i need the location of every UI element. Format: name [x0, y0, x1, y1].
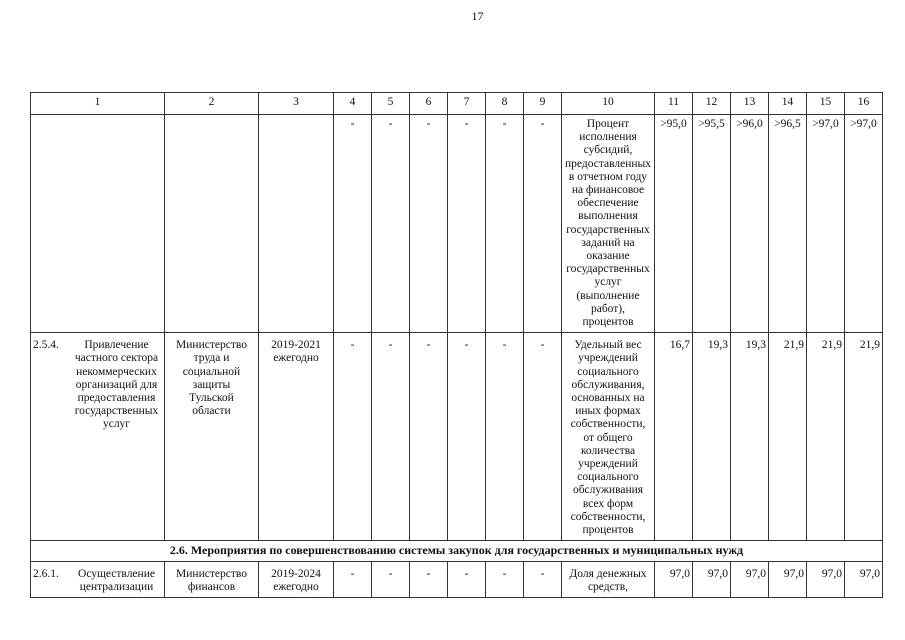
dash-cell: - — [448, 561, 486, 597]
indicator-cell: Удельный вес учреждений социального обслуживания, основанных на иных формах собственности, от общего количества учреждений социального обслуживания всех форм собственности, процентов — [562, 333, 655, 541]
header-cell: 9 — [524, 93, 562, 115]
table-row — [31, 115, 883, 333]
header-cell: 12 — [693, 93, 731, 115]
period-cell: 2019-2021 ежегодно — [259, 333, 334, 541]
table-row — [31, 333, 883, 541]
event-name-cell — [31, 561, 165, 597]
header-cell: 13 — [731, 93, 769, 115]
header-cell: 14 — [769, 93, 807, 115]
dash-cell: - — [410, 333, 448, 541]
event-name: Привлечение частного сектора некоммерческих организаций для предоставления государственных услуг — [74, 339, 159, 431]
header-cell: 8 — [486, 93, 524, 115]
executor-cell: Министерство труда и социальной защиты Тульской области — [165, 333, 259, 541]
dash-cell: - — [524, 561, 562, 597]
dash-cell: - — [372, 115, 410, 333]
header-row — [31, 93, 883, 115]
value-cell: 97,0 — [693, 561, 731, 597]
header-cell: 11 — [655, 93, 693, 115]
period-cell — [259, 115, 334, 333]
value-cell: >95,5 — [693, 115, 731, 333]
value-cell: 19,3 — [693, 333, 731, 541]
value-cell: 21,9 — [807, 333, 845, 541]
indicator-cell: Процент исполнения субсидий, предоставленных в отчетном году на финансовое обеспечение выполнения государственных заданий на оказание государственных услуг (выполнение работ), процентов — [562, 115, 655, 333]
dash-cell: - — [448, 115, 486, 333]
section-row — [31, 541, 883, 561]
dash-cell: - — [334, 333, 372, 541]
header-cell: 1 — [31, 93, 165, 115]
header-cell: 15 — [807, 93, 845, 115]
dash-cell: - — [486, 561, 524, 597]
header-cell: 2 — [165, 93, 259, 115]
value-cell: 97,0 — [731, 561, 769, 597]
dash-cell: - — [410, 115, 448, 333]
value-cell: 19,3 — [731, 333, 769, 541]
header-cell: 7 — [448, 93, 486, 115]
event-name: Осуществление централизации — [78, 567, 155, 593]
event-name-cell — [31, 333, 165, 541]
value-cell: 97,0 — [807, 561, 845, 597]
header-cell: 3 — [259, 93, 334, 115]
page-number: 17 — [471, 9, 484, 23]
value-cell: 97,0 — [845, 561, 883, 597]
executor-cell — [165, 115, 259, 333]
document-table — [30, 92, 883, 598]
header-cell: 6 — [410, 93, 448, 115]
event-name-cell — [31, 115, 165, 333]
header-cell: 5 — [372, 93, 410, 115]
dash-cell: - — [372, 333, 410, 541]
value-cell: >96,0 — [731, 115, 769, 333]
value-cell: 21,9 — [845, 333, 883, 541]
dash-cell: - — [486, 333, 524, 541]
executor-cell: Министерство финансов — [165, 561, 259, 597]
dash-cell: - — [524, 115, 562, 333]
value-cell: >97,0 — [807, 115, 845, 333]
header-cell: 4 — [334, 93, 372, 115]
header-cell: 16 — [845, 93, 883, 115]
dash-cell: - — [524, 333, 562, 541]
value-cell: >97,0 — [845, 115, 883, 333]
period-cell: 2019-2024 ежегодно — [259, 561, 334, 597]
event-number: 2.6.1. — [33, 567, 59, 580]
value-cell: >95,0 — [655, 115, 693, 333]
section-title: 2.6. Мероприятия по совершенствованию системы закупок для государственных и муниципальных нужд — [31, 541, 883, 561]
event-number: 2.5.4. — [33, 339, 59, 352]
dash-cell: - — [372, 561, 410, 597]
table-row — [31, 561, 883, 597]
dash-cell: - — [410, 561, 448, 597]
value-cell: >96,5 — [769, 115, 807, 333]
indicator-cell: Доля денежных средств, — [562, 561, 655, 597]
value-cell: 97,0 — [655, 561, 693, 597]
value-cell: 16,7 — [655, 333, 693, 541]
value-cell: 97,0 — [769, 561, 807, 597]
value-cell: 21,9 — [769, 333, 807, 541]
dash-cell: - — [486, 115, 524, 333]
dash-cell: - — [334, 561, 372, 597]
dash-cell: - — [334, 115, 372, 333]
dash-cell: - — [448, 333, 486, 541]
header-cell: 10 — [562, 93, 655, 115]
